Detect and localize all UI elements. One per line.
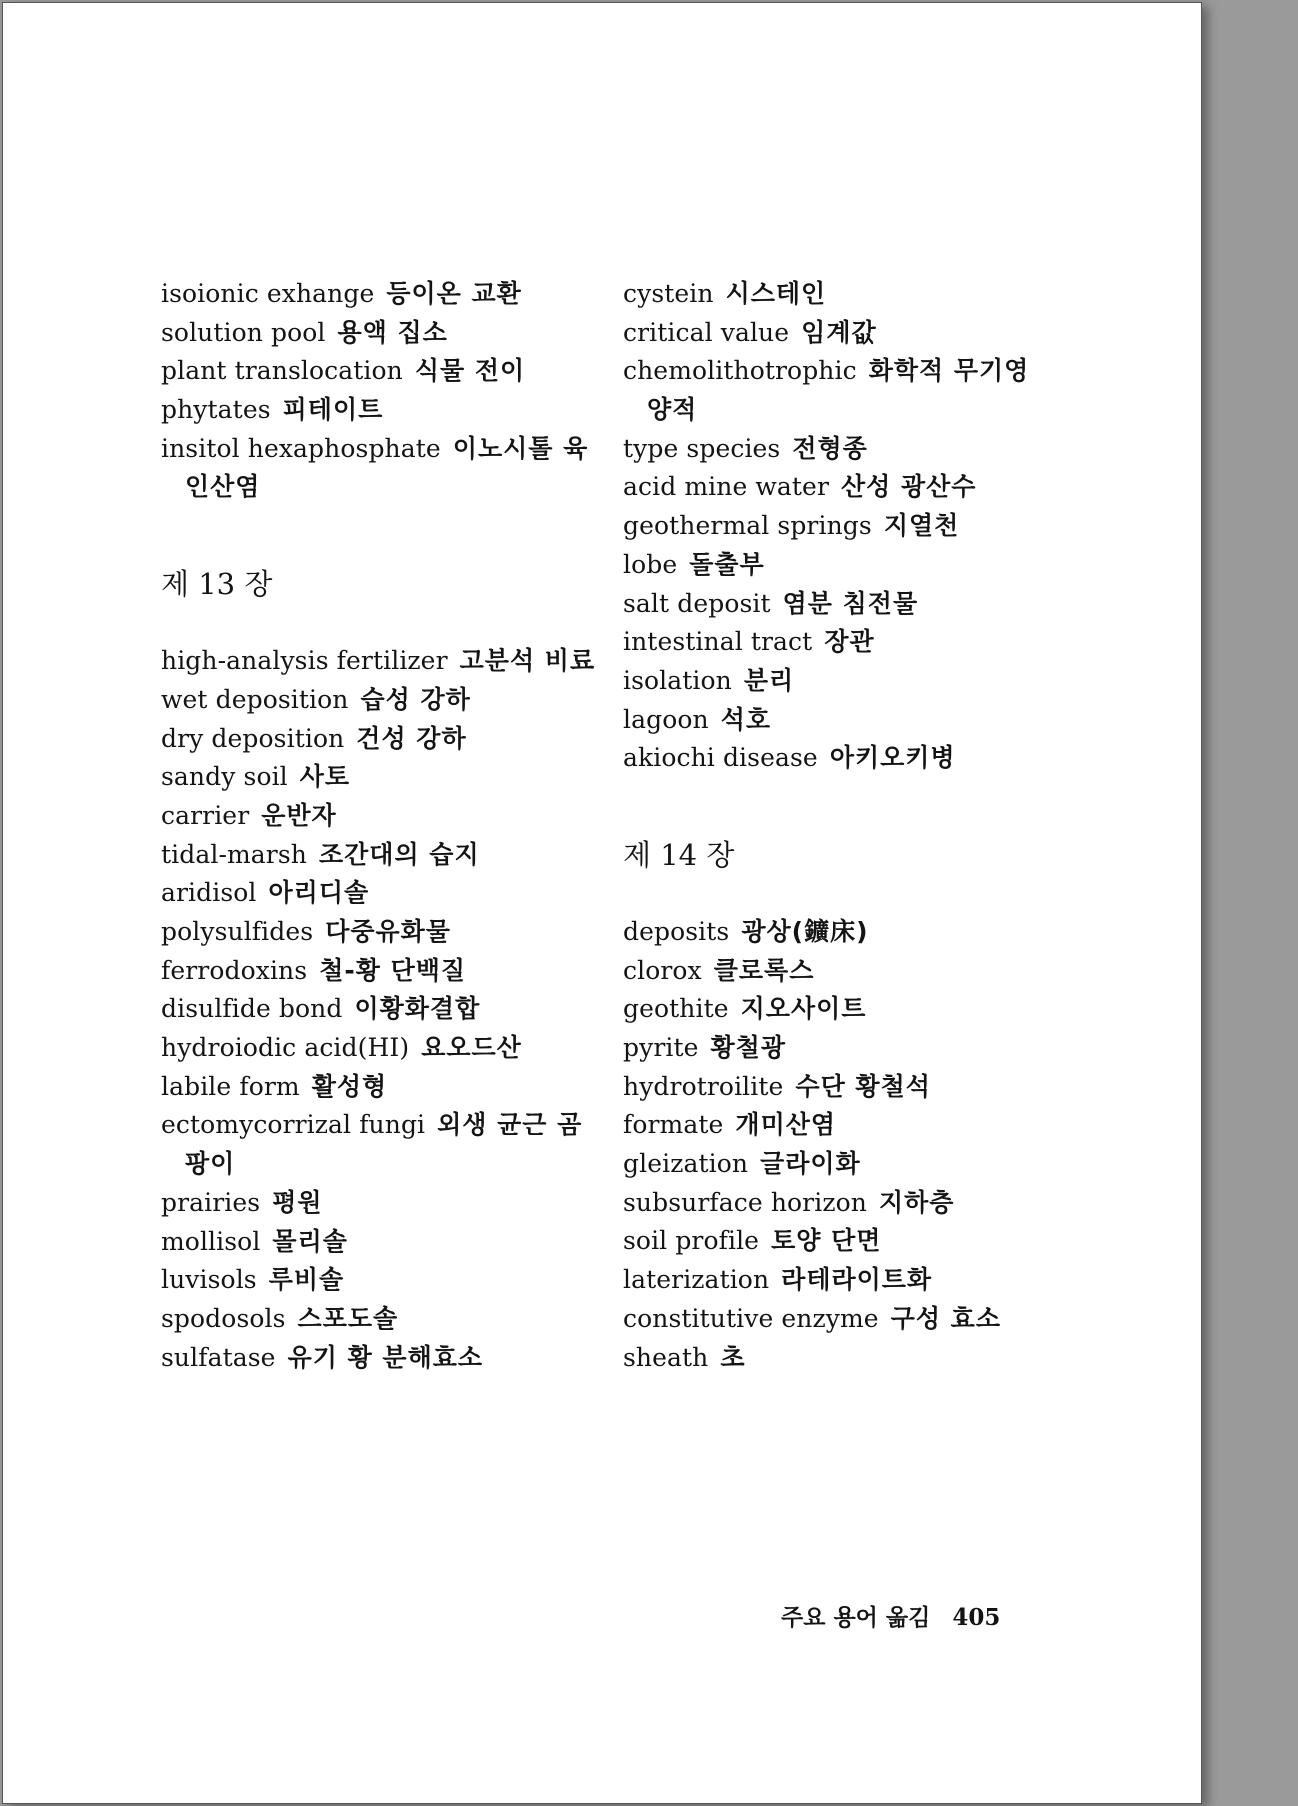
term: lagoon [623, 704, 709, 734]
glossary-entry [161, 352, 591, 391]
translation: 운반자 [261, 800, 337, 830]
term: wet deposition [161, 684, 349, 714]
section-gap [623, 778, 1053, 836]
term: formate [623, 1110, 724, 1140]
term: high-analysis fertilizer [161, 646, 448, 676]
translation: 평원 [272, 1187, 323, 1217]
left-column [161, 275, 596, 1377]
term: polysulfides [161, 916, 314, 946]
chapter-heading [161, 565, 591, 604]
translation: 임계값 [801, 317, 877, 347]
term: ectomycorrizal fungi [161, 1110, 426, 1140]
translation: 개미산염 [735, 1110, 837, 1140]
translation: 광상(鑛床) [741, 916, 869, 946]
term: cystein [623, 279, 714, 308]
glossary-entry [161, 836, 591, 875]
glossary-entry [161, 1261, 591, 1300]
term: soil profile [623, 1226, 760, 1256]
term: luvisols [161, 1265, 257, 1295]
translation: 조간대의 습지 [319, 839, 480, 869]
translation: 외생 균근 곰팡이 [185, 1110, 583, 1179]
running-title: 주요 용어 옮김 [781, 1605, 931, 1631]
translation: 이황화결합 [354, 994, 481, 1024]
term: sheath [623, 1342, 709, 1372]
translation: 수단 황철석 [795, 1071, 931, 1101]
translation: 철-황 단백질 [319, 955, 467, 985]
translation: 구성 효소 [890, 1303, 1001, 1333]
translation: 지열천 [883, 511, 960, 541]
translation: 화학적 무기영양적 [647, 356, 1030, 425]
section-gap [161, 507, 591, 565]
chapter-number: 14 [660, 837, 698, 872]
term: laterization [623, 1265, 770, 1295]
term: deposits [623, 916, 730, 946]
translation: 유기 황 분해효소 [287, 1342, 484, 1372]
glossary-entry [161, 681, 591, 720]
term: labile form [161, 1071, 300, 1101]
glossary-entry [623, 623, 1053, 662]
glossary-entry [623, 1106, 1053, 1145]
translation: 이노시톨 육인산염 [185, 433, 589, 502]
page-footer [781, 1599, 1000, 1632]
glossary-entry [161, 720, 591, 759]
glossary-entry [161, 391, 591, 430]
translation: 글라이화 [760, 1149, 861, 1179]
translation: 지오사이트 [740, 994, 867, 1024]
term: type species [623, 433, 781, 463]
glossary-entry [623, 990, 1053, 1029]
term: salt deposit [623, 588, 771, 618]
chapter-prefix: 제 [161, 567, 190, 602]
translation: 고분석 비료 [459, 646, 596, 676]
term: clorox [623, 955, 702, 985]
right-column [623, 275, 1053, 1377]
glossary-entry [623, 1145, 1053, 1184]
term: carrier [161, 800, 250, 830]
glossary-entry [623, 430, 1053, 469]
term: ferrodoxins [161, 955, 308, 985]
translation: 석호 [720, 704, 772, 734]
term: plant translocation [161, 356, 403, 386]
glossary-entry [623, 1339, 1053, 1378]
glossary-entry [623, 275, 1053, 314]
term: sulfatase [161, 1342, 276, 1372]
term: insitol hexaphosphate [161, 433, 441, 463]
glossary-entry [623, 1068, 1053, 1107]
glossary-entry [161, 1068, 591, 1107]
term: dry deposition [161, 723, 345, 753]
term: geothermal springs [623, 511, 872, 541]
glossary-entry [161, 874, 591, 913]
chapter-heading [623, 836, 1053, 875]
glossary-entry [161, 758, 591, 797]
translation: 염분 침전물 [782, 588, 919, 618]
translation: 용액 집소 [337, 317, 448, 347]
translation: 시스테인 [725, 279, 827, 308]
glossary-entry [623, 546, 1053, 585]
translation: 피테이트 [282, 395, 384, 425]
translation: 아리디솔 [268, 878, 370, 908]
term: chemolithotrophic [623, 356, 857, 386]
glossary-entry [623, 1261, 1053, 1300]
term: sandy soil [161, 762, 288, 792]
translation: 클로록스 [713, 955, 815, 985]
book-page [2, 2, 1202, 1804]
translation: 전형종 [792, 433, 868, 463]
term: constitutive enzyme [623, 1303, 879, 1333]
glossary-entry [161, 430, 591, 507]
translation: 식물 전이 [414, 356, 526, 386]
term: critical value [623, 317, 790, 347]
glossary-entry [623, 507, 1053, 546]
term: isolation [623, 665, 732, 695]
glossary-entry [623, 701, 1053, 740]
translation: 지하층 [878, 1187, 955, 1217]
glossary-entry [161, 275, 591, 314]
term: aridisol [161, 878, 257, 908]
term: hydroiodic acid(HI) [161, 1033, 410, 1063]
translation: 황철광 [710, 1033, 786, 1063]
term: subsurface horizon [623, 1187, 867, 1217]
term: pyrite [623, 1033, 699, 1063]
page-number: 405 [952, 1604, 1001, 1631]
translation: 몰리솔 [272, 1226, 348, 1256]
translation: 초 [720, 1342, 746, 1372]
translation: 돌출부 [689, 549, 765, 579]
chapter-suffix: 장 [706, 837, 735, 872]
glossary-entry [623, 662, 1053, 701]
translation: 건성 강하 [356, 723, 467, 753]
glossary-entry [161, 990, 591, 1029]
glossary-entry [623, 314, 1053, 353]
term: solution pool [161, 317, 326, 347]
term: disulfide bond [161, 994, 343, 1024]
term: gleization [623, 1149, 749, 1179]
glossary-entry [161, 1106, 591, 1183]
glossary-entry [623, 1222, 1053, 1261]
term: prairies [161, 1187, 261, 1217]
translation: 활성형 [311, 1071, 388, 1101]
translation: 장관 [824, 627, 875, 657]
translation: 산성 광산수 [841, 472, 977, 502]
chapter-number: 13 [198, 567, 236, 602]
translation: 다중유화물 [325, 916, 451, 946]
glossary-entry [623, 952, 1053, 991]
term: acid mine water [623, 472, 829, 502]
glossary-entry [161, 797, 591, 836]
term: geothite [623, 994, 729, 1024]
term: isoionic exhange [161, 279, 375, 308]
glossary-entry [161, 314, 591, 353]
translation: 아키오키병 [829, 743, 956, 773]
chapter-prefix: 제 [623, 837, 652, 872]
glossary-entry [623, 913, 1053, 952]
translation: 습성 강하 [360, 684, 471, 714]
term: tidal-marsh [161, 839, 307, 869]
glossary-entry [623, 468, 1053, 507]
term: phytates [161, 395, 271, 425]
glossary-entry [161, 1300, 591, 1339]
translation: 라테라이트화 [781, 1265, 933, 1295]
glossary-entry [161, 1223, 591, 1262]
glossary-entry [161, 642, 596, 681]
glossary-entry [623, 1029, 1053, 1068]
term: hydrotroilite [623, 1071, 784, 1101]
translation: 분리 [743, 665, 795, 695]
glossary-entry [161, 1029, 591, 1068]
translation: 스포도솔 [297, 1303, 399, 1333]
glossary-entry [623, 1184, 1053, 1223]
translation: 루비솔 [268, 1265, 345, 1295]
term: intestinal tract [623, 627, 813, 657]
term: spodosols [161, 1303, 286, 1333]
translation: 등이온 교환 [386, 279, 522, 308]
glossary-entry [623, 739, 1053, 778]
translation: 토양 단면 [771, 1226, 882, 1256]
translation: 요오드산 [421, 1033, 522, 1063]
glossary-entry [161, 1339, 591, 1378]
glossary-entry [161, 913, 591, 952]
chapter-suffix: 장 [244, 567, 273, 602]
glossary-entry [623, 352, 1053, 429]
term: mollisol [161, 1226, 261, 1256]
translation: 사토 [299, 762, 351, 792]
glossary-entry [623, 585, 1053, 624]
term: akiochi disease [623, 743, 818, 773]
glossary-entry [161, 1184, 591, 1223]
glossary-entry [161, 952, 591, 991]
term: lobe [623, 549, 678, 579]
glossary-entry [623, 1300, 1053, 1339]
